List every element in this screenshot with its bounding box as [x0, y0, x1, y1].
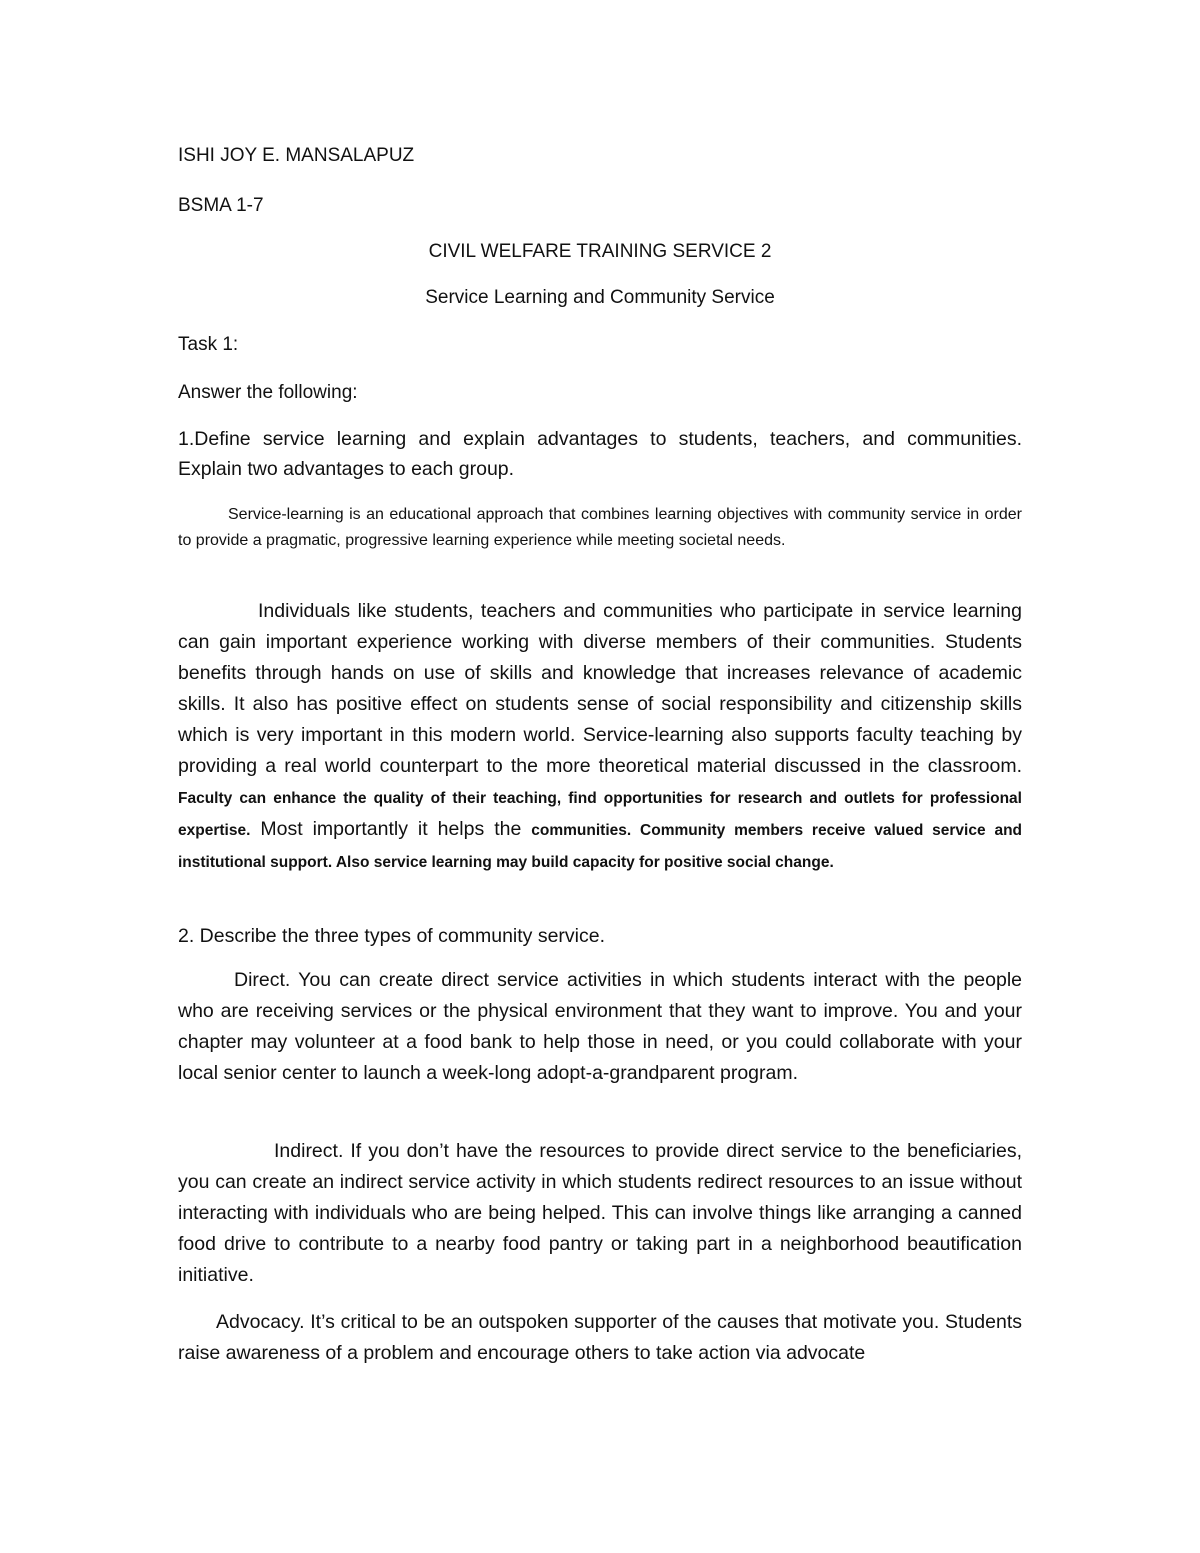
- answer-1-body-communities: communities. Community members receive valued service and institutional support. Also service learning may build capacity for positive social change.: [178, 822, 1023, 871]
- answer-2-direct: Direct. You can create direct service activities in which students interact with the people who are receiving services or the physical environment that they want to improve. You and your chapter may volunteer at a food bank to help those in need, or you could collaborate with your local senior center to launch a week-long adopt-a-grandparent program.: [178, 969, 1022, 1084]
- question-2: 2. Describe the three types of community service.: [178, 925, 606, 947]
- answer-1-body-most: Most importantly it helps the: [260, 818, 522, 840]
- answer-1-body-faculty: Faculty can enhance the quality of their teaching, find opportunities for research and outlets for professional expertise.: [178, 790, 1022, 839]
- answer-1-definition: Service-learning is an educational approach that combines learning objectives with community service in order to provide a pragmatic, progressive learning experience while meeting societal needs.: [178, 506, 1022, 549]
- course-title: CIVIL WELFARE TRAINING SERVICE 2: [428, 241, 772, 262]
- answer-2-advocacy: Advocacy. It’s critical to be an outspoken supporter of the causes that motivate you. Students raise awareness of a problem and encourage others to take action via advocate: [178, 1311, 1022, 1364]
- question-1: 1.Define service learning and explain advantages to students, teachers, and communities. Explain two advantages to each group.: [178, 428, 1022, 480]
- answer-1-body: [178, 596, 1022, 878]
- task-instruction: Answer the following:: [178, 382, 358, 403]
- student-name: ISHI JOY E. MANSALAPUZ: [178, 145, 415, 166]
- task-label: Task 1:: [178, 334, 239, 355]
- student-section: BSMA 1-7: [178, 195, 264, 216]
- answer-1-body-main: Individuals like students, teachers and communities who participate in service learning can gain important experience working with diverse members of their communities. Students benefits through hands on use of skills and knowledge that increases relevance of academic skills. It also has positive effect on students sense of social responsibility and citizenship skills which is very important in this modern world. Service-learning also supports faculty teaching by providing a real world counterpart to the more theoretical material discussed in the classroom.: [178, 600, 1022, 777]
- answer-2-indirect: Indirect. If you don’t have the resources to provide direct service to the beneficiaries, you can create an indirect service activity in which students redirect resources to an issue without interacting with individuals who are being helped. This can involve things like arranging a canned food drive to contribute to a nearby food pantry or taking part in a neighborhood beautification initiative.: [178, 1140, 1022, 1286]
- document-subtitle: Service Learning and Community Service: [425, 287, 775, 308]
